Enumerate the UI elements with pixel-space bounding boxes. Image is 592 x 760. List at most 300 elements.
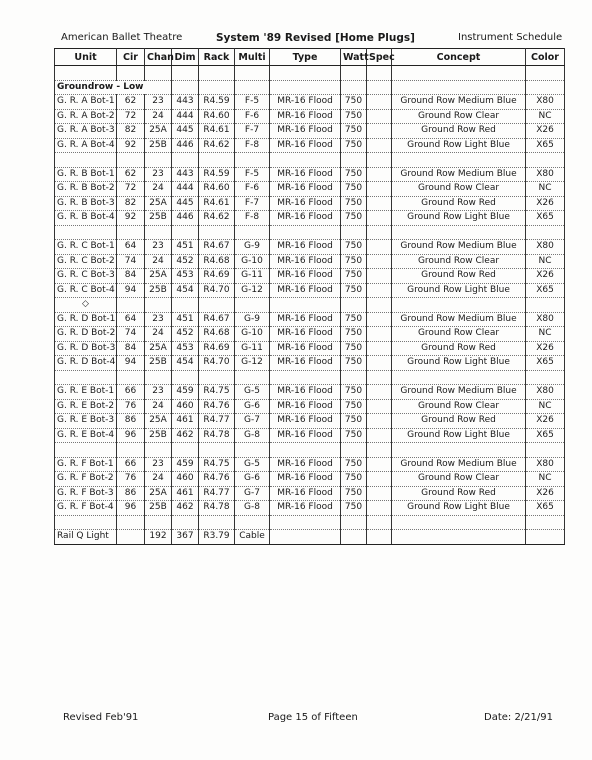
table-cell: Ground Row Medium Blue (392, 385, 526, 400)
table-cell: X65 (526, 501, 565, 516)
table-cell: 459 (172, 385, 199, 400)
table-cell: Ground Row Medium Blue (392, 95, 526, 110)
table-cell (117, 515, 145, 530)
table-cell: G. R. F Bot-1 (55, 457, 117, 472)
table-cell: 461 (172, 414, 199, 429)
table-cell (145, 225, 172, 240)
table-cell (145, 443, 172, 458)
table-cell: R4.67 (199, 312, 235, 327)
table-cell (367, 225, 392, 240)
table-cell: 25A (145, 124, 172, 139)
table-cell: X26 (526, 124, 565, 139)
column-header: Dim (172, 49, 199, 66)
table-row (55, 428, 565, 443)
table-cell (55, 66, 117, 81)
table-cell: X65 (526, 356, 565, 371)
table-cell (526, 443, 565, 458)
table-cell: 64 (117, 240, 145, 255)
column-header: Watt (341, 49, 367, 66)
column-header: Chan (145, 49, 172, 66)
table-row (55, 341, 565, 356)
table-cell (172, 298, 199, 313)
table-cell: 94 (117, 283, 145, 298)
table-cell: NC (526, 399, 565, 414)
table-row (55, 457, 565, 472)
table-cell: X80 (526, 95, 565, 110)
table-cell: 453 (172, 269, 199, 284)
table-cell (367, 370, 392, 385)
table-cell (367, 385, 392, 400)
table-cell: G-12 (235, 356, 270, 371)
table-cell (392, 298, 526, 313)
table-cell (341, 370, 367, 385)
table-cell: Ground Row Clear (392, 182, 526, 197)
table-cell: R4.69 (199, 341, 235, 356)
table-cell (367, 211, 392, 226)
table-cell: Ground Row Red (392, 414, 526, 429)
table-cell: 23 (145, 240, 172, 255)
table-cell: X80 (526, 167, 565, 182)
table-cell (199, 80, 235, 95)
table-cell: X80 (526, 240, 565, 255)
table-cell: X65 (526, 211, 565, 226)
table-cell: 82 (117, 124, 145, 139)
table-cell: 750 (341, 327, 367, 342)
table-cell: F-8 (235, 211, 270, 226)
table-cell: MR-16 Flood (270, 385, 341, 400)
table-cell: 24 (145, 472, 172, 487)
table-cell (526, 370, 565, 385)
table-cell (172, 66, 199, 81)
table-cell (235, 153, 270, 168)
table-cell (270, 153, 341, 168)
table-cell: G. R. E Bot-1 (55, 385, 117, 400)
table-row (55, 138, 565, 153)
table-cell (526, 153, 565, 168)
table-cell: X26 (526, 414, 565, 429)
table-cell (367, 341, 392, 356)
table-cell: 92 (117, 138, 145, 153)
table-cell: R4.67 (199, 240, 235, 255)
table-cell (392, 515, 526, 530)
table-cell: 750 (341, 501, 367, 516)
table-row (55, 240, 565, 255)
table-cell (367, 399, 392, 414)
table-cell (367, 254, 392, 269)
table-cell: 461 (172, 486, 199, 501)
table-cell: 443 (172, 167, 199, 182)
table-cell: 192 (145, 530, 172, 545)
table-cell (367, 124, 392, 139)
table-cell: 66 (117, 457, 145, 472)
table-cell: 750 (341, 472, 367, 487)
table-cell (117, 298, 145, 313)
table-cell (367, 457, 392, 472)
table-cell: 460 (172, 472, 199, 487)
table-cell: X26 (526, 196, 565, 211)
table-cell: 72 (117, 109, 145, 124)
table-cell: 750 (341, 182, 367, 197)
table-cell: MR-16 Flood (270, 457, 341, 472)
table-cell (117, 370, 145, 385)
table-cell: R4.78 (199, 501, 235, 516)
table-cell: MR-16 Flood (270, 167, 341, 182)
table-cell: 454 (172, 283, 199, 298)
table-cell (526, 80, 565, 95)
table-cell: G. R. C Bot-2 (55, 254, 117, 269)
table-cell: Ground Row Light Blue (392, 356, 526, 371)
table-cell (199, 66, 235, 81)
table-cell: G-5 (235, 457, 270, 472)
table-cell: G-10 (235, 327, 270, 342)
table-cell: MR-16 Flood (270, 428, 341, 443)
table-cell: X80 (526, 385, 565, 400)
table-cell (367, 196, 392, 211)
table-cell: 96 (117, 501, 145, 516)
table-row (55, 95, 565, 110)
table-cell (55, 370, 117, 385)
table-cell: 76 (117, 399, 145, 414)
table-cell (199, 225, 235, 240)
table-cell: Ground Row Red (392, 341, 526, 356)
table-cell: 24 (145, 327, 172, 342)
table-cell: R4.60 (199, 109, 235, 124)
footer-page-number: Page 15 of Fifteen (268, 712, 358, 723)
table-cell: G. R. E Bot-3 (55, 414, 117, 429)
table-cell: X26 (526, 269, 565, 284)
table-cell: 750 (341, 428, 367, 443)
table-cell: 454 (172, 356, 199, 371)
table-cell: 451 (172, 240, 199, 255)
table-cell: G. R. B Bot-3 (55, 196, 117, 211)
table-cell (145, 153, 172, 168)
table-cell: MR-16 Flood (270, 138, 341, 153)
table-cell: Ground Row Medium Blue (392, 240, 526, 255)
table-row (55, 109, 565, 124)
table-cell: NC (526, 182, 565, 197)
spacer-row (55, 153, 565, 168)
diamond-mark: ◇ (55, 298, 117, 313)
table-cell (341, 66, 367, 81)
table-cell: 750 (341, 457, 367, 472)
table-cell: G. R. D Bot-3 (55, 341, 117, 356)
table-cell (367, 327, 392, 342)
table-cell: 453 (172, 341, 199, 356)
table-cell: 443 (172, 95, 199, 110)
table-cell: Ground Row Clear (392, 327, 526, 342)
table-cell: MR-16 Flood (270, 327, 341, 342)
table-cell: 92 (117, 211, 145, 226)
header-organization: American Ballet Theatre (61, 32, 183, 43)
header-document-type: Instrument Schedule (458, 32, 563, 43)
table-cell: 750 (341, 385, 367, 400)
table-cell: R4.68 (199, 254, 235, 269)
table-cell: G-6 (235, 399, 270, 414)
table-cell (392, 225, 526, 240)
table-cell: G. R. C Bot-1 (55, 240, 117, 255)
table-cell (392, 530, 526, 545)
table-cell (55, 225, 117, 240)
table-row (55, 414, 565, 429)
table-cell (145, 66, 172, 81)
table-cell: G-6 (235, 472, 270, 487)
table-cell (235, 298, 270, 313)
table-cell (367, 472, 392, 487)
table-cell: 750 (341, 341, 367, 356)
table-cell: R4.70 (199, 356, 235, 371)
table-row (55, 472, 565, 487)
table-cell: MR-16 Flood (270, 414, 341, 429)
table-cell: NC (526, 472, 565, 487)
table-cell (172, 370, 199, 385)
table-cell (270, 515, 341, 530)
spacer-row (55, 443, 565, 458)
table-cell (270, 225, 341, 240)
table-cell (392, 443, 526, 458)
table-cell (367, 269, 392, 284)
table-cell: 96 (117, 428, 145, 443)
column-header: Color (526, 49, 565, 66)
column-header: Multi (235, 49, 270, 66)
table-cell (117, 225, 145, 240)
table-cell (270, 80, 341, 95)
table-cell: R4.60 (199, 182, 235, 197)
table-cell: 23 (145, 312, 172, 327)
table-cell: G. R. D Bot-1 (55, 312, 117, 327)
table-row (55, 254, 565, 269)
table-cell (392, 80, 526, 95)
table-cell: F-7 (235, 196, 270, 211)
table-cell: 62 (117, 167, 145, 182)
table-cell (367, 138, 392, 153)
table-cell (117, 443, 145, 458)
table-cell (367, 153, 392, 168)
table-cell (526, 225, 565, 240)
table-cell: 750 (341, 399, 367, 414)
table-row (55, 530, 565, 545)
column-header: Rack (199, 49, 235, 66)
table-cell: G. R. C Bot-4 (55, 283, 117, 298)
table-cell: NC (526, 327, 565, 342)
table-cell: 25B (145, 428, 172, 443)
table-cell (270, 443, 341, 458)
table-cell: G. R. F Bot-4 (55, 501, 117, 516)
table-cell (392, 370, 526, 385)
table-cell: 462 (172, 428, 199, 443)
table-cell: 750 (341, 196, 367, 211)
table-row (55, 124, 565, 139)
table-cell: 23 (145, 385, 172, 400)
table-cell (367, 414, 392, 429)
table-cell (235, 66, 270, 81)
table-cell: G. R. B Bot-2 (55, 182, 117, 197)
table-cell: 750 (341, 414, 367, 429)
table-cell: MR-16 Flood (270, 95, 341, 110)
table-cell (367, 486, 392, 501)
table-cell: G-10 (235, 254, 270, 269)
table-cell: R4.59 (199, 167, 235, 182)
table-cell: G. R. A Bot-3 (55, 124, 117, 139)
table-cell: 24 (145, 399, 172, 414)
table-cell: MR-16 Flood (270, 124, 341, 139)
table-cell: 24 (145, 182, 172, 197)
table-cell (367, 515, 392, 530)
table-cell (55, 443, 117, 458)
table-cell: R4.76 (199, 399, 235, 414)
table-cell (199, 370, 235, 385)
table-cell (270, 298, 341, 313)
table-cell (199, 515, 235, 530)
table-cell (199, 443, 235, 458)
table-cell (235, 225, 270, 240)
table-cell: G-5 (235, 385, 270, 400)
table-cell: F-5 (235, 95, 270, 110)
table-cell: Ground Row Medium Blue (392, 312, 526, 327)
table-cell (270, 370, 341, 385)
table-cell: 750 (341, 356, 367, 371)
table-cell (341, 515, 367, 530)
table-cell: Ground Row Clear (392, 472, 526, 487)
table-cell (367, 283, 392, 298)
table-cell: R4.77 (199, 486, 235, 501)
table-cell (172, 515, 199, 530)
table-cell (117, 66, 145, 81)
table-cell: R3.79 (199, 530, 235, 545)
table-cell (367, 182, 392, 197)
table-cell: 750 (341, 486, 367, 501)
table-cell: 750 (341, 283, 367, 298)
table-cell: R4.75 (199, 385, 235, 400)
table-cell: MR-16 Flood (270, 211, 341, 226)
table-cell (392, 66, 526, 81)
table-cell (117, 530, 145, 545)
table-cell (235, 370, 270, 385)
table-cell (55, 515, 117, 530)
spacer-row (55, 370, 565, 385)
table-cell: 74 (117, 254, 145, 269)
table-cell: 452 (172, 327, 199, 342)
table-row (55, 399, 565, 414)
table-cell (341, 298, 367, 313)
spacer-row (55, 225, 565, 240)
table-cell: R4.70 (199, 283, 235, 298)
table-cell: G-12 (235, 283, 270, 298)
table-cell: 25B (145, 211, 172, 226)
table-cell (367, 443, 392, 458)
table-row (55, 486, 565, 501)
table-cell: Ground Row Light Blue (392, 501, 526, 516)
table-row (55, 501, 565, 516)
table-cell (235, 515, 270, 530)
table-cell: G. R. A Bot-4 (55, 138, 117, 153)
table-cell: X65 (526, 428, 565, 443)
table-cell: G-7 (235, 486, 270, 501)
table-cell: R4.62 (199, 211, 235, 226)
table-cell: X80 (526, 312, 565, 327)
table-cell: MR-16 Flood (270, 399, 341, 414)
table-cell (367, 95, 392, 110)
table-cell: 446 (172, 138, 199, 153)
table-cell (172, 80, 199, 95)
table-cell (367, 109, 392, 124)
table-cell: Ground Row Medium Blue (392, 167, 526, 182)
table-cell: Ground Row Red (392, 486, 526, 501)
table-cell: MR-16 Flood (270, 356, 341, 371)
table-cell: NC (526, 254, 565, 269)
table-cell: G-9 (235, 312, 270, 327)
table-cell (117, 153, 145, 168)
spacer-row (55, 66, 565, 81)
table-cell: MR-16 Flood (270, 486, 341, 501)
table-cell: Rail Q Light (55, 530, 117, 545)
table-cell: R4.59 (199, 95, 235, 110)
table-cell: G. R. F Bot-2 (55, 472, 117, 487)
table-cell: MR-16 Flood (270, 196, 341, 211)
table-row (55, 182, 565, 197)
table-cell: MR-16 Flood (270, 269, 341, 284)
table-cell: 25B (145, 501, 172, 516)
table-cell: G. R. B Bot-1 (55, 167, 117, 182)
table-cell: F-6 (235, 182, 270, 197)
table-cell (270, 66, 341, 81)
table-cell: R4.76 (199, 472, 235, 487)
table-cell (341, 225, 367, 240)
table-cell: Ground Row Red (392, 269, 526, 284)
table-cell: MR-16 Flood (270, 501, 341, 516)
table-cell: 451 (172, 312, 199, 327)
table-cell: 23 (145, 457, 172, 472)
table-cell: G. R. B Bot-4 (55, 211, 117, 226)
table-cell (145, 370, 172, 385)
table-cell (199, 298, 235, 313)
table-cell (367, 312, 392, 327)
table-cell: 750 (341, 269, 367, 284)
column-header: Unit (55, 49, 117, 66)
table-cell: R4.61 (199, 196, 235, 211)
table-row (55, 327, 565, 342)
table-cell: 445 (172, 196, 199, 211)
column-header: Type (270, 49, 341, 66)
table-cell (526, 515, 565, 530)
table-cell: 459 (172, 457, 199, 472)
table-cell: R4.75 (199, 457, 235, 472)
instrument-schedule-table (54, 48, 565, 545)
table-cell (172, 443, 199, 458)
table-cell (270, 530, 341, 545)
table-cell: Cable (235, 530, 270, 545)
table-cell: 84 (117, 341, 145, 356)
table-cell: 94 (117, 356, 145, 371)
table-cell: F-7 (235, 124, 270, 139)
table-cell: R4.78 (199, 428, 235, 443)
table-cell: F-6 (235, 109, 270, 124)
table-cell: MR-16 Flood (270, 109, 341, 124)
table-cell (367, 66, 392, 81)
table-cell: G-9 (235, 240, 270, 255)
table-cell: 750 (341, 211, 367, 226)
table-cell (341, 153, 367, 168)
table-cell (341, 443, 367, 458)
table-cell: 72 (117, 182, 145, 197)
table-row (55, 196, 565, 211)
table-cell: Ground Row Clear (392, 399, 526, 414)
table-cell: 25A (145, 341, 172, 356)
header-system-title: System '89 Revised [Home Plugs] (216, 32, 415, 44)
table-cell: 367 (172, 530, 199, 545)
table-cell: X26 (526, 486, 565, 501)
table-cell: X65 (526, 138, 565, 153)
table-cell: MR-16 Flood (270, 254, 341, 269)
